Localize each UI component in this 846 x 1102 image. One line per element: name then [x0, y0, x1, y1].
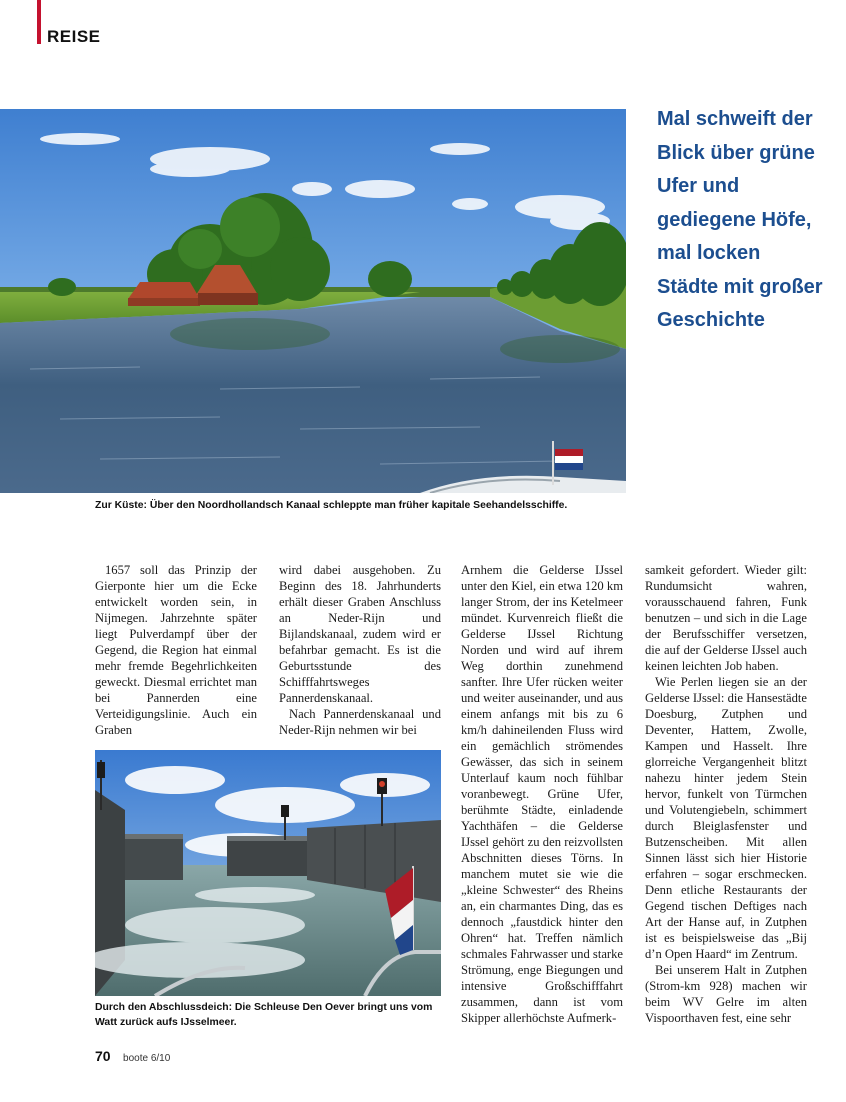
paragraph: Nach Pannerdenskanaal und Neder-Rijn nehmen wir bei — [279, 707, 441, 737]
section-label: REISE — [47, 27, 101, 46]
paragraph: Wie Perlen liegen sie an der Gelderse IJssel: die Hansestädte Doesburg, Zutphen und Deventer, Hattem, Zwolle, Kampen und Hasselt. Ihre glorreiche Vergangenheit blitzt nahezu hinter jedem Stein hervor, funkelt von Türmchen und Volutengiebeln, schimmert durch Bleiglasfenster und Butzenscheiben. Mit allen Sinnen lässt sich hier Historie erfahren – sogar erschmecken. Denn etliche Restaurants der Gegend tischen Deftiges nach Art der Hanse auf, in Zutphen ist es beispielsweise das „Bij d’n Open Haard“ im Zentrum. — [645, 675, 807, 961]
page-number: 70 — [95, 1048, 111, 1064]
section-accent-bar — [37, 0, 41, 44]
hero-caption: Zur Küste: Über den Noordhollandsch Kanaal schleppte man früher kapitale Seehandelsschiffe. — [95, 500, 568, 511]
paragraph: samkeit gefordert. Wieder gilt: Rundumsicht wahren, vorausschauend fahren, Funk benutzen – und sich in die Lage der Berufsschiffer versetzen, die auf der Gelderse IJssel auch keinen leichten Job haben. — [645, 563, 807, 673]
pull-quote: Mal schweift der Blick über grüne Ufer und gediegene Höfe, mal locken Städte mit großer Geschichte — [657, 108, 823, 331]
text-column-4 — [645, 562, 807, 1034]
canal-landscape-illustration — [0, 109, 626, 493]
page-footer — [95, 1048, 170, 1066]
paragraph: Bei unserem Halt in Zutphen (Strom-km 928) machen wir beim WV Gelre im alten Vispoorthaven fest, eine sehr — [645, 963, 807, 1025]
paragraph: Arnhem die Gelderse IJssel unter den Kiel, ein etwa 120 km langer Strom, der ins Ketelmeer mündet. Kurvenreich fließt die Gelderse IJssel Richtung Norden und wird auf ihrem Weg dorthin zunehmend sanfter. Ihre Ufer rücken weiter und weiter auseinander, und aus einem anfangs mit bis zu 6 km/h dahineilenden Fluss wird ein gemächlich strömendes Gewässer, das sich in seinem Unterlauf kaum noch fühlbar voranbewegt. Grüne Ufer, berühmte Städte, einladende Yachthäfen – die Gelderse IJssel gehört zu den reizvollsten Abschnitten dieses Törns. In manchem mutet sie wie die „kleine Schwester“ des Rheins an, ein charmantes Ding, das es dennoch „faustdick hinter den Ohren“ hat. Treffen nämlich schmales Fahrwasser und starke Strömung, enge Biegungen und intensive Großschifffahrt zusammen, dann ist vom Skipper allerhöchste Aufmerk- — [461, 563, 623, 1025]
text-column-1 — [95, 562, 257, 737]
lock-gate-illustration — [95, 750, 441, 996]
paragraph: wird dabei ausgehoben. Zu Beginn des 18. Jahrhunderts erhält dieser Graben Anschluss an Neder-Rijn und Bijlandskanaal, zudem wird er befahrbar gemacht. Es ist die Geburtsstunde des Schifffahrtsweges Pannerdenskanaal. — [279, 563, 441, 705]
text-column-2 — [279, 562, 441, 737]
magazine-issue: boote 6/10 — [123, 1053, 171, 1064]
text-column-3 — [461, 562, 623, 1034]
lock-caption: Durch den Abschlussdeich: Die Schleuse Den Oever bringt uns vom Watt zurück aufs IJsselmeer. — [95, 1002, 433, 1028]
lock-photo — [95, 750, 441, 996]
hero-photo — [0, 109, 626, 493]
paragraph: 1657 soll das Prinzip der Gierponte hier um die Ecke entwickelt worden sein, in Nijmegen. Jahrzehnte später liegt Pulverdampf über der Gegend, die Region hat einmal mehr fremde Begehrlichkeiten geweckt. Diesmal errichtet man bei Pannerden eine Verteidigungslinie. Auch ein Graben — [95, 563, 257, 737]
